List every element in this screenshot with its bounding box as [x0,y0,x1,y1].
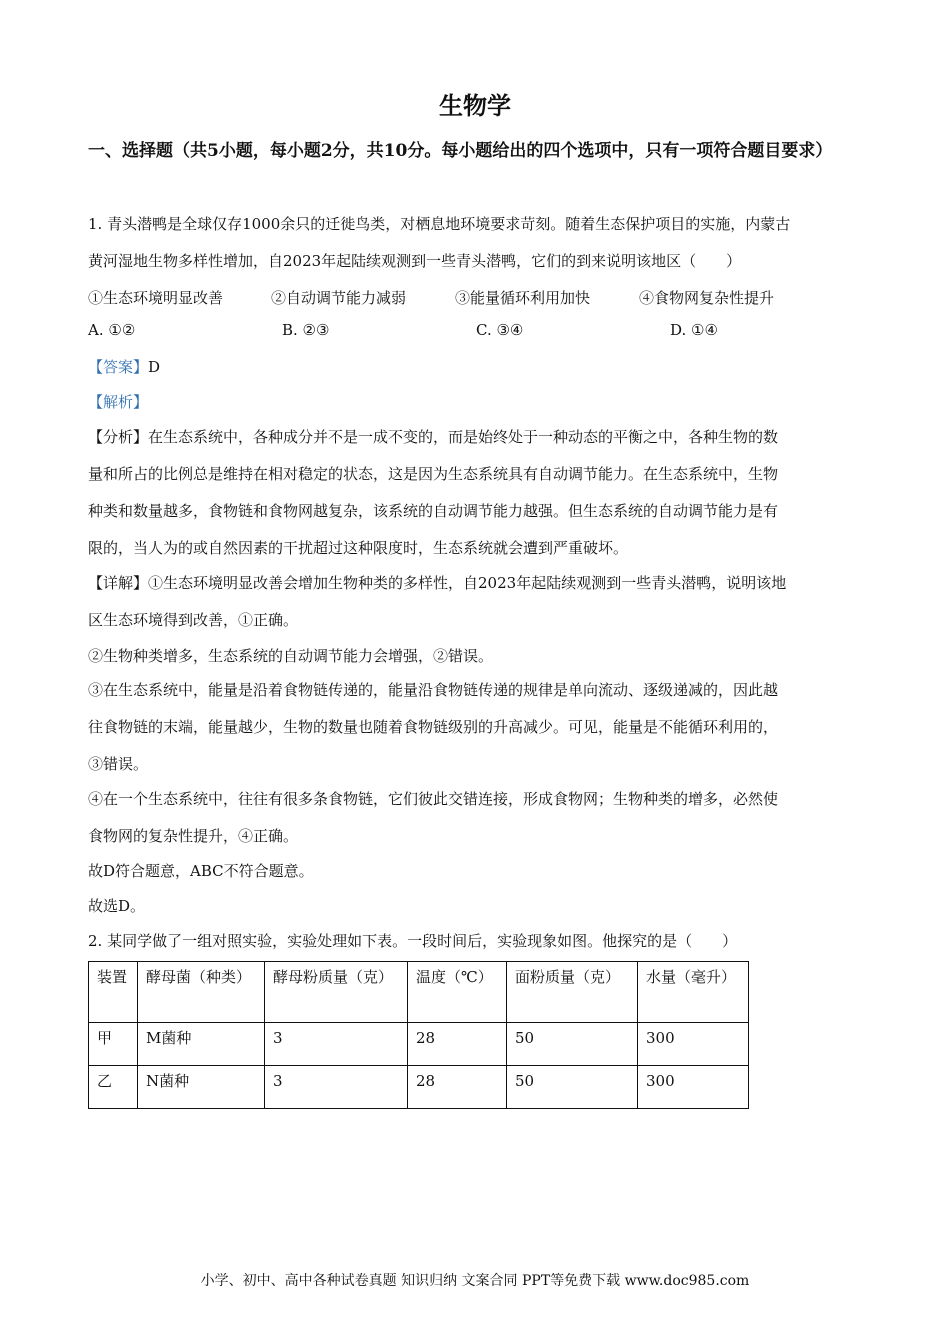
table-header-cell: 酵母菌（种类） [138,962,265,1023]
detail-line-2: ②生物种类增多，生态系统的自动调节能力会增强，②错误。 [88,647,494,665]
page-title: 生物学 [439,91,511,120]
fenxi-line2: 量和所占的比例总是维持在相对稳定的状态，这是因为生态系统具有自动调节能力。在生态系统中，生物 [88,465,779,483]
fenxi-line1 [88,426,878,447]
table-header-cell: 水量（毫升） [638,962,749,1023]
xiangjie-tag: 【详解】 [88,574,149,592]
q1-answer [88,356,878,377]
q2-stem: 2. 某同学做了一组对照实验，实验处理如下表。一段时间后，实验现象如图。他探究的是（ ） [88,932,738,950]
detail-line-3b: 往食物链的末端，能量越少，生物的数量也随着食物链级别的升高减少。可见，能量是不能循环利用的， [88,718,779,736]
xiangjie-line1 [88,572,878,593]
table-row [89,1066,749,1109]
xiangjie-line2: 区生态环境得到改善，①正确。 [88,611,299,629]
table-header-cell: 酵母粉质量（克） [265,962,408,1023]
detail-line-4b: 食物网的复杂性提升，④正确。 [88,827,299,845]
table-header-cell: 温度（℃） [408,962,507,1023]
q1-option-b: B. ②③ [282,321,330,339]
table-header-cell: 装置 [89,962,138,1023]
fenxi-tag: 【分析】 [88,428,149,446]
answer-value: D [148,358,161,376]
analysis-tag: 【解析】 [88,393,149,411]
q1-stem-line2: 黄河湿地生物多样性增加，自2023年起陆续观测到一些青头潜鸭，它们的到来说明该地区（ ） [88,252,742,270]
q1-option-d: D. ①④ [670,321,718,339]
q1-option-c: C. ③④ [476,321,524,339]
table-cell: 甲 [89,1023,138,1066]
table-header-cell: 面粉质量（克） [507,962,638,1023]
table-cell: 乙 [89,1066,138,1109]
q1-statement-4: ④食物网复杂性提升 [639,289,775,307]
fenxi-line4: 限的，当人为的或自然因素的干扰超过这种限度时，生态系统就会遭到严重破坏。 [88,539,629,557]
table-cell: 3 [265,1066,408,1109]
conclusion-2: 故选D。 [88,897,146,915]
detail-line-3c: ③错误。 [88,755,149,773]
fenxi-text: 在生态系统中，各种成分并不是一成不变的，而是始终处于一种动态的平衡之中，各种生物的数 [148,428,779,446]
experiment-table [88,961,749,1109]
table-cell: 28 [408,1023,507,1066]
table-cell: 300 [638,1066,749,1109]
xiangjie-text: ①生态环境明显改善会增加生物种类的多样性，自2023年起陆续观测到一些青头潜鸭，说明该地 [148,574,787,592]
table-row [89,1023,749,1066]
section-heading: 一、选择题（共5小题，每小题2分，共10分。每小题给出的四个选项中，只有一项符合题目要求） [88,141,833,161]
answer-tag: 【答案】 [88,358,149,376]
table-cell: M菌种 [138,1023,265,1066]
table-cell: 28 [408,1066,507,1109]
table-cell: 300 [638,1023,749,1066]
q1-statement-2: ②自动调节能力减弱 [271,289,407,307]
q1-option-a: A. ①② [88,321,136,339]
q1-statement-1: ①生态环境明显改善 [88,289,224,307]
table-header-row [89,962,749,1023]
table-cell: 3 [265,1023,408,1066]
table-cell: 50 [507,1066,638,1109]
detail-line-4a: ④在一个生态系统中，往往有很多条食物链，它们彼此交错连接，形成食物网；生物种类的增多，必然使 [88,790,779,808]
conclusion-1: 故D符合题意，ABC不符合题意。 [88,862,314,880]
detail-line-3a: ③在生态系统中，能量是沿着食物链传递的，能量沿食物链传递的规律是单向流动、逐级递减的，因此越 [88,681,779,699]
page-footer: 小学、初中、高中各种试卷真题 知识归纳 文案合同 PPT等免费下载 www.doc985.com [200,1273,750,1289]
q1-statement-3: ③能量循环利用加快 [455,289,591,307]
table-cell: 50 [507,1023,638,1066]
fenxi-line3: 种类和数量越多，食物链和食物网越复杂，该系统的自动调节能力越强。但生态系统的自动调节能力是有 [88,502,779,520]
q1-stem-line1: 1. 青头潜鸭是全球仅存1000余只的迁徙鸟类，对栖息地环境要求苛刻。随着生态保护项目的实施，内蒙古 [88,215,791,233]
table-cell: N菌种 [138,1066,265,1109]
